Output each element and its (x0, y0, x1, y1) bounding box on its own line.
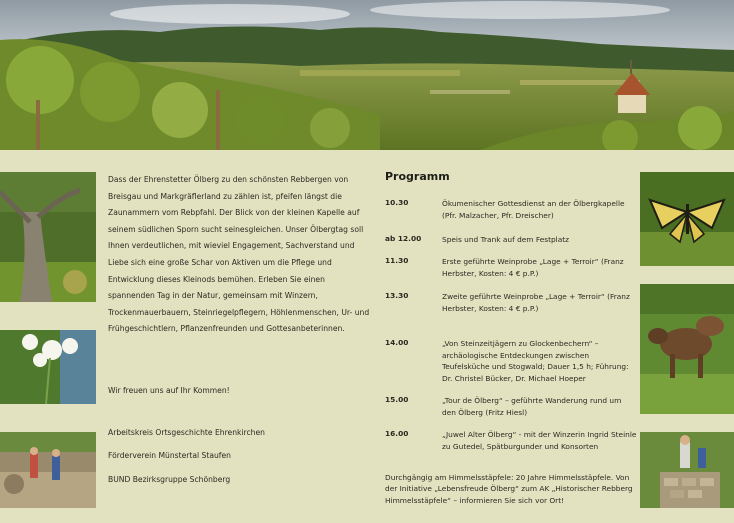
cows-photo (640, 284, 734, 414)
dry-stone-wall-work-image (640, 432, 734, 508)
organizer-item: Arbeitskreis Ortsgeschichte Ehrenkirchen (108, 428, 265, 437)
white-umbel-flower-image (0, 330, 96, 404)
swallowtail-butterfly-image (640, 172, 734, 266)
organizers-list (108, 421, 265, 491)
program-desc: Zweite geführte Weinprobe „Lage + Terroir“ (Franz Herbster, Kosten: 4 € p.P.) (442, 292, 630, 313)
program-desc: Erste geführte Weinprobe „Lage + Terroir“ (Franz Herbster, Kosten: 4 € p.P.) (442, 257, 624, 278)
program-time: 16.00 (385, 429, 409, 438)
stone-wall-photo (640, 432, 734, 508)
excavation-photo (0, 432, 96, 508)
program-time: ab 12.00 (385, 234, 422, 243)
program-desc: „Von Steinzeitjägern zu Glockenbechern“ – archäologische Entdeckungen zwischen Teufelsküche und Stogwald; Dauer 1,5 h; Führung: Dr. Christel Bücker, Dr. Michael Hoeper (442, 339, 629, 383)
people-excavating-image (0, 432, 96, 508)
header-landscape-photo (0, 0, 734, 150)
white-flower-photo (0, 330, 96, 404)
butterfly-photo (640, 172, 734, 266)
program-time: 14.00 (385, 338, 409, 347)
organizer-item: BUND Bezirksgruppe Schönberg (108, 474, 231, 484)
program-time: 11.30 (385, 256, 409, 265)
program-time: 13.30 (385, 291, 409, 300)
tree-trunk-image (0, 172, 96, 302)
program-desc: Speis und Trank auf dem Festplatz (442, 235, 570, 244)
program-title: Programm (385, 170, 450, 183)
closing-text: Wir freuen uns auf Ihr Kommen! (108, 386, 230, 395)
program-desc: Ökumenischer Gottesdienst an der Ölbergkapelle (Pfr. Malzacher, Pfr. Dreischer) (442, 199, 625, 220)
program-footer-note: Durchgängig am Himmelsstäpfele: 20 Jahre Himmelsstäpfele. Von der Initiative „Lebensfreude Ölberg“ zum AK „Historischer Rebberg Himmelsstäpfele“ – informieren Sie sich vor Ort! (385, 473, 633, 505)
program-desc: „Tour de Ölberg“ – geführte Wanderung rund um den Ölberg (Fritz Hiesl) (442, 396, 622, 417)
program-time: 15.00 (385, 395, 409, 404)
tree-trunk-photo (0, 172, 96, 302)
intro-paragraph: Dass der Ehrenstetter Ölberg zu den schönsten Rebbergen von Breisgau und Markgräflerland zu zählen ist, pfeifen längst die Zaunammern vom Rebpfahl. Der Blick von der kleinen Kapelle auf seinem südlichen Sporn sucht seinesgleichen. Unser Ölbergtag soll Ihnen verdeutlichen, mit wieviel Engagement, Sachverstand und Liebe sich eine große Schar von Aktiven um die Pflege und Entwicklung dieses Kleinods bemühen. Erleben Sie einen spannenden Tag in der Natur, gemeinsam mit Winzern, Trockenmauerbauern, Steinriegelpflegern, Höhlenmenschen, Ur- und Frühgeschichtlern, Pflanzenfreunden und Gottesanbeterinnen. (108, 175, 370, 334)
program-desc: „Juwel Alter Ölberg“ - mit der Winzerin Ingrid Steinle zu Gutedel, Spätburgunder und Konsorten (442, 430, 637, 451)
program-time: 10.30 (385, 198, 409, 207)
organizer-item: Förderverein Münstertal Staufen (108, 451, 231, 461)
intro-text (108, 172, 370, 338)
brown-cows-grazing-image (640, 284, 734, 414)
landscape-illustration (0, 0, 734, 150)
